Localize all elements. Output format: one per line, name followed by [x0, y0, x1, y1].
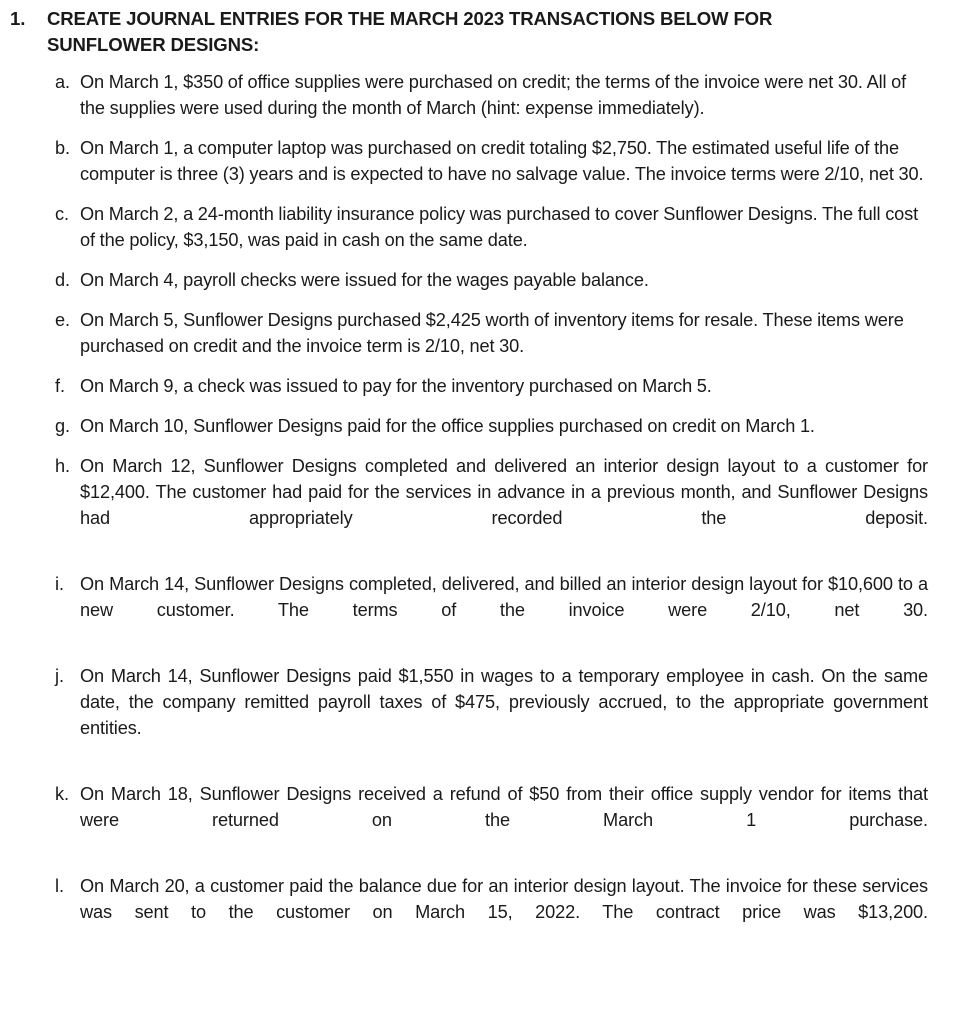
list-item-text: On March 2, a 24-month liability insurance policy was purchased to cover Sunflower Designs. The full cost of the policy, $3,150, was paid in cash on the same date.: [80, 204, 919, 250]
list-item-text: On March 18, Sunflower Designs received a refund of $50 from their office supply vendor for items that were returned on the March 1 purchase.: [80, 784, 928, 830]
list-item-marker: b.: [55, 138, 70, 158]
list-item-marker: c.: [55, 204, 69, 224]
list-item-marker: f.: [55, 376, 65, 396]
list-item: [55, 135, 928, 187]
question-block: [0, 6, 928, 58]
list-item: [55, 571, 928, 649]
list-item-marker: k.: [55, 784, 69, 804]
list-item-text: On March 5, Sunflower Designs purchased $2,425 worth of inventory items for resale. These items were purchased on credit and the invoice term is 2/10, net 30.: [80, 310, 904, 356]
list-item-marker: a.: [55, 72, 70, 92]
list-item-text: On March 9, a check was issued to pay for the inventory purchased on March 5.: [80, 376, 712, 396]
list-item: [55, 413, 928, 439]
list-item: [55, 781, 928, 859]
list-item-text: On March 14, Sunflower Designs completed, delivered, and billed an interior design layout for $10,600 to a new customer. The terms of the invoice were 2/10, net 30.: [80, 574, 928, 620]
list-item-marker: j.: [55, 666, 64, 686]
list-item-marker: l.: [55, 876, 64, 896]
list-item: [55, 267, 928, 293]
list-item-marker: e.: [55, 310, 70, 330]
list-item: [55, 307, 928, 359]
list-item-text: On March 1, a computer laptop was purchased on credit totaling $2,750. The estimated useful life of the computer is three (3) years and is expected to have no salvage value. The invoice terms were 2/10, net 30.: [80, 138, 924, 184]
list-item-text: On March 10, Sunflower Designs paid for the office supplies purchased on credit on March 1.: [80, 416, 815, 436]
list-item-text: On March 12, Sunflower Designs completed and delivered an interior design layout to a customer for $12,400. The customer had paid for the services in advance in a previous month, and Sunflower Designs had appropriately recorded the deposit.: [80, 456, 928, 528]
list-item: [55, 69, 928, 121]
list-item-text: On March 4, payroll checks were issued for the wages payable balance.: [80, 270, 649, 290]
list-item-marker: h.: [55, 456, 70, 476]
list-item: [55, 663, 928, 767]
list-item-text: On March 14, Sunflower Designs paid $1,550 in wages to a temporary employee in cash. On the same date, the company remitted payroll taxes of $475, previously accrued, to the appropriate government entities.: [80, 666, 928, 738]
list-item: [55, 373, 928, 399]
transaction-list: [0, 69, 928, 951]
list-item-text: On March 20, a customer paid the balance due for an interior design layout. The invoice for these services was sent to the customer on March 15, 2022. The contract price was $13,200.: [80, 876, 928, 922]
page-title: CREATE JOURNAL ENTRIES FOR THE MARCH 2023 TRANSACTIONS BELOW FOR SUNFLOWER DESIGNS:: [47, 8, 773, 55]
list-item: [55, 201, 928, 253]
list-item-marker: d.: [55, 270, 70, 290]
list-item-marker: i.: [55, 574, 64, 594]
list-item-text: On March 1, $350 of office supplies were purchased on credit; the terms of the invoice were net 30. All of the supplies were used during the month of March (hint: expense immediately).: [80, 72, 907, 118]
list-item: [55, 873, 928, 951]
list-item: [55, 453, 928, 557]
list-item-marker: g.: [55, 416, 70, 436]
question-number: 1.: [10, 8, 26, 29]
